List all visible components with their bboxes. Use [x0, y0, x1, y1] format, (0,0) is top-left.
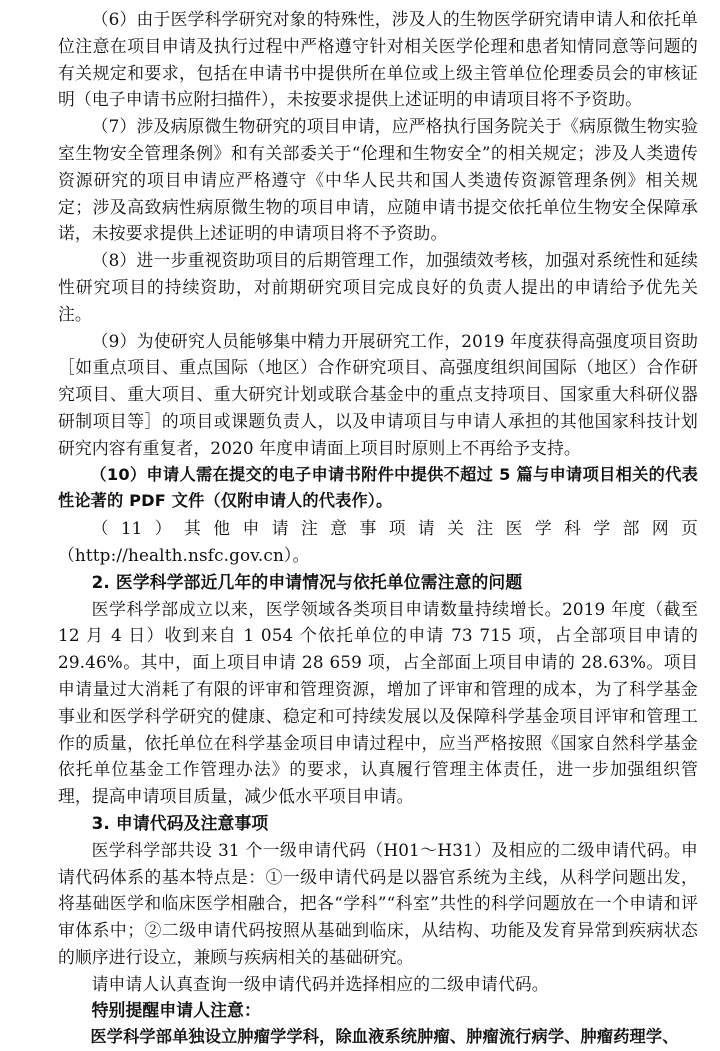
- section-heading-2: 2. 医学科学部近几年的申请情况与依托单位需注意的问题: [91, 571, 523, 592]
- paragraph-10-bold: （10）申请人需在提交的电子申请书附件中提供不超过 5 篇与申请项目相关的代表性论著的 PDF 文件（仅附申请人的代表作）。: [58, 464, 698, 511]
- paragraph-query-codes: 请申请人认真查询一级申请代码并选择相应的二级申请代码。: [91, 973, 549, 994]
- special-notice-heading: 特别提醒申请人注意：: [91, 1000, 261, 1021]
- paragraph-8: （8）进一步重视资助项目的后期管理工作，加强绩效考核，加强对系统性和延续性研究项目的持续资助，对前期研究项目完成良好的负责人提出的申请给予优先关注。: [58, 250, 698, 324]
- paragraph-codes: 医学科学部共设 31 个一级申请代码（H01～H31）及相应的二级申请代码。申请代码体系的基本特点是：①一级申请代码是以器官系统为主线，从科学问题出发，将基础医学和临床医学相融合，把各“学科”“科室”共性的科学问题放在一个申请和评审体系中；②二级申请代码按照从基础到临床，从结构、功能及发育异常到疾病状态的顺序进行设立，兼顾与疾病相关的基础研究。: [58, 839, 698, 967]
- paragraph-applications: 医学科学部成立以来，医学领域各类项目申请数量持续增长。2019 年度（截至 12 月 4 日）收到来自 1 054 个依托单位的申请 73 715 项，占全部项目申请的 29.46%。其中，面上项目申请 28 659 项，占全部面上项目申请的 28.63%。项目申请量过大消耗了有限的评审和管理资源，增加了评审和管理的成本，为了科学基金事业和医学科学研究的健康、稳定和可持续发展以及保障科学基金项目评审和管理工作的质量，依托单位在科学基金项目申请过程中，应当严格按照《国家自然科学基金依托单位基金工作管理办法》的要求，认真履行管理主体责任，进一步加强组织管理，提高申请项目质量，减少低水平项目申请。: [58, 598, 698, 807]
- paragraph-oncology-bold: 医学科学部单独设立肿瘤学学科，除血液系统肿瘤、肿瘤流行病学、肿瘤药理学、: [90, 1027, 679, 1047]
- document-page: [58, 6, 698, 1051]
- paragraph-9: （9）为使研究人员能够集中精力开展研究工作，2019 年度获得高强度项目资助［如重点项目、重点国际（地区）合作研究项目、高强度组织间国际（地区）合作研究项目、重大项目、重大研究计划或联合基金中的重点支持项目、国家重大科研仪器研制项目等］的项目或课题负责人，以及申请项目与申请人承担的其他国家科技计划研究内容有重复者，2020 年度申请面上项目时原则上不再给予支持。: [58, 330, 698, 458]
- paragraph-7: （7）涉及病原微生物研究的项目申请，应严格执行国务院关于《病原微生物实验室生物安全管理条例》和有关部委关于“伦理和生物安全”的相关规定；涉及人类遗传资源研究的项目申请应严格遵守《中华人民共和国人类遗传资源管理条例》相关规定；涉及高致病性病原微生物的项目申请，应随申请书提交依托单位生物安全保障承诺，未按要求提供上述证明的申请项目将不予资助。: [58, 116, 698, 244]
- paragraph-6: （6）由于医学科学研究对象的特殊性，涉及人的生物医学研究请申请人和依托单位注意在项目申请及执行过程中严格遵守针对相关医学伦理和患者知情同意等问题的有关规定和要求，包括在申请书中提供所在单位或上级主管单位伦理委员会的审核证明（电子申请书应附扫描件），未按要求提供上述证明的申请项目将不予资助。: [58, 9, 698, 110]
- section-heading-3: 3. 申请代码及注意事项: [91, 812, 269, 833]
- paragraph-11: （11）其他申请注意事项请关注医学科学部网页（http://health.nsfc.gov.cn）。: [58, 518, 698, 565]
